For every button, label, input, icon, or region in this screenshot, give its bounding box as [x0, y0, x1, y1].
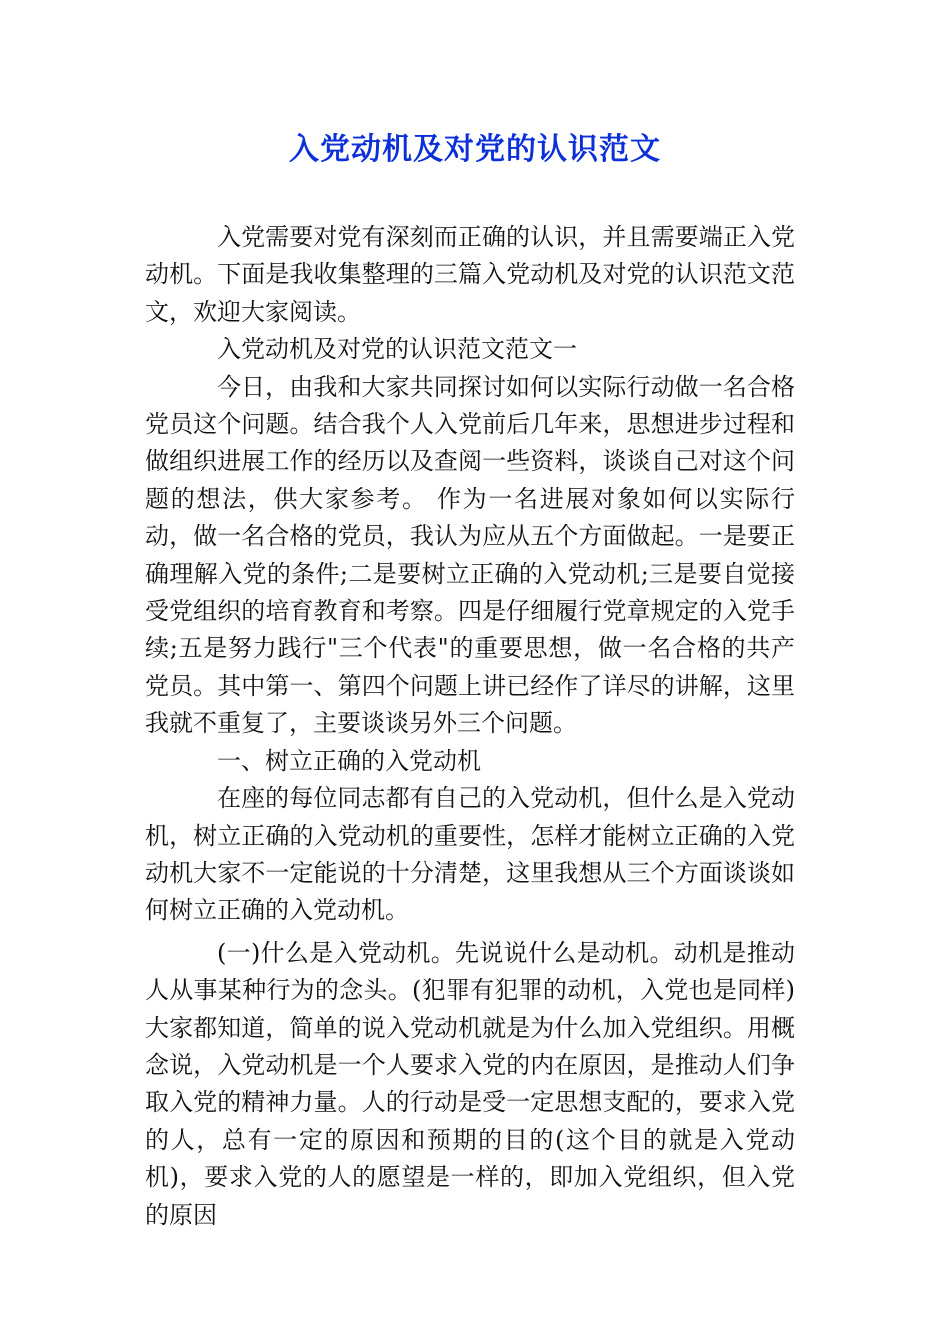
document-title: 入党动机及对党的认识范文 — [289, 132, 661, 167]
body-paragraph: 在座的每位同志都有自己的入党动机，但什么是入党动机，树立正确的入党动机的重要性，怎样才能树立正确的入党动机大家不一定能说的十分清楚，这里我想从三个方面谈谈如何树立正确的入党动机。 — [145, 784, 795, 925]
body-paragraph: (一)什么是入党动机。先说说什么是动机。动机是推动人从事某种行为的念头。(犯罪有犯罪的动机，入党也是同样)大家都知道，简单的说入党动机就是为什么加入党组织。用概念说，入党动机是一个人要求入党的内在原因，是推动人们争取入党的精神力量。人的行动是受一定思想支配的，要求入党的人，总有一定的原因和预期的目的(这个目的就是入党动机)，要求入党的人的愿望是一样的，即加入党组织，但入党的原因 — [145, 938, 795, 1229]
document-body — [145, 219, 795, 1234]
section-heading: 入党动机及对党的认识范文范文一 — [217, 335, 577, 364]
subsection-heading: 一、树立正确的入党动机 — [217, 746, 481, 775]
body-paragraph: 今日，由我和大家共同探讨如何以实际行动做一名合格党员这个问题。结合我个人入党前后几年来，思想进步过程和做组织进展工作的经历以及查阅一些资料，谈谈自己对这个问题的想法，供大家参考。 作为一名进展对象如何以实际行动，做一名合格的党员，我认为应从五个方面做起。一是要正确理解入党的条件;二是要树立正确的入党动机;三是要自觉接受党组织的培育教育和考察。四是仔细履行党章规定的入党手续;五是努力践行"三个代表"的重要思想，做一名合格的共产党员。其中第一、第四个问题上讲已经作了详尽的讲解，这里我就不重复了，主要谈谈另外三个问题。 — [145, 372, 795, 738]
intro-paragraph: 入党需要对党有深刻而正确的认识，并且需要端正入党动机。下面是我收集整理的三篇入党动机及对党的认识范文范文，欢迎大家阅读。 — [145, 223, 795, 326]
